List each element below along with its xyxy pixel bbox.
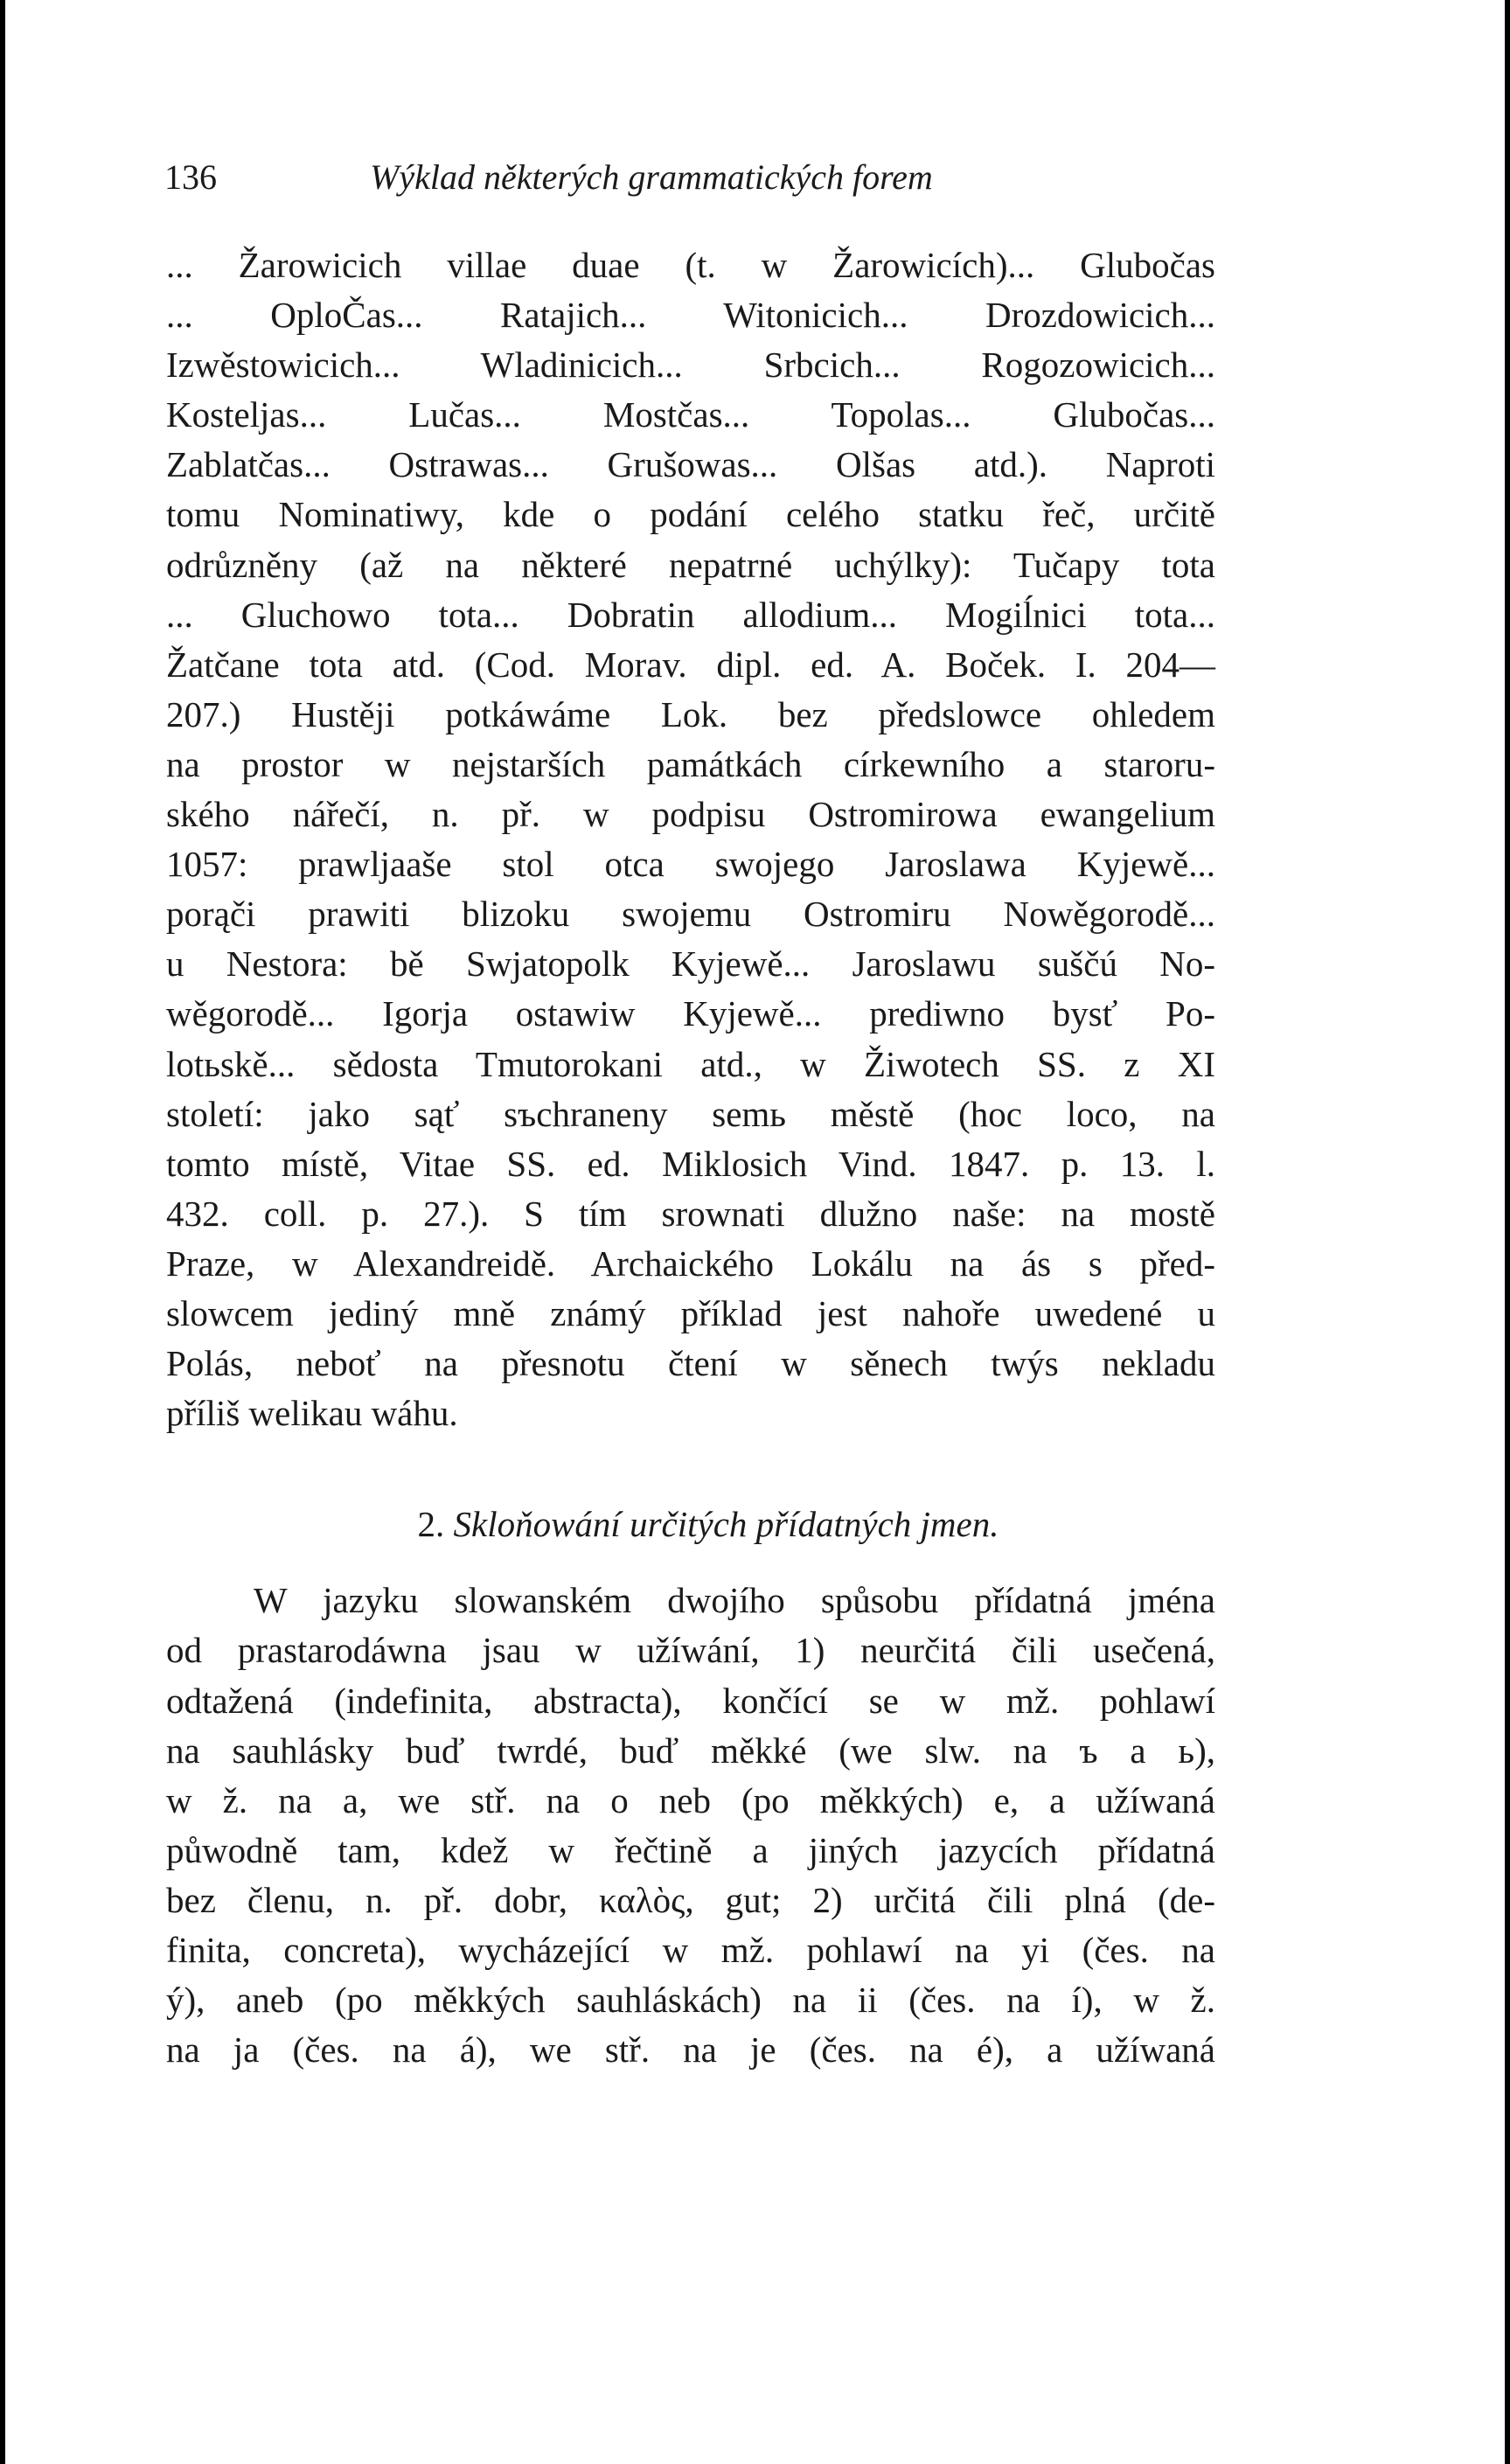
- text-line: Zablatčas... Ostrawas... Grušowas... Olšas atd.). Naproti: [166, 444, 1215, 485]
- text-line: ... OploČas... Ratajich... Witonicich... Drozdowicich...: [166, 295, 1215, 336]
- running-head-title: Wýklad některých grammatických forem: [370, 157, 933, 197]
- text-line: století: jako sąť sъchraneny semь městě (hoc loco, na: [166, 1093, 1215, 1134]
- section-number: 2.: [417, 1504, 445, 1545]
- text-line: W jazyku slowanském dwojího spůsobu přídatná jména: [254, 1580, 1215, 1621]
- text-line: tomu Nominatiwy, kde o podání celého statku řeč, určitě: [166, 494, 1215, 535]
- text-line: ského nářečí, n. př. w podpisu Ostromirowa ewangelium: [166, 794, 1215, 835]
- text-line: odtažená (indefinita, abstracta), končící se w mž. pohlawí: [166, 1680, 1215, 1721]
- text-line: lotьskě... sědosta Tmutorokani atd., w Žiwotech SS. z XI: [166, 1043, 1215, 1084]
- text-line: finita, concreta), wycházející w mž. pohlawí na yi (čes. na: [166, 1930, 1215, 1970]
- text-line: ... Gluchowo tota... Dobratin allodium... Mogiĺnici tota...: [166, 594, 1215, 635]
- text-line: Polás, neboť na přesnotu čtení w sěnech twýs nekladu: [166, 1343, 1215, 1384]
- text-line: Praze, w Alexandreidě. Archaického Lokálu na ás s před-: [166, 1242, 1215, 1284]
- text-line: na prostor w nejstarších památkách církewního a staroru-: [166, 743, 1215, 784]
- section-title: Skloňowání určitých přídatných jmen.: [453, 1504, 999, 1545]
- text-line: 1057: prawljaaše stol otca swojego Jaroslawa Kyjewě...: [166, 844, 1215, 885]
- text-line: 207.) Hustěji potkáwáme Lok. bez předslowce ohledem: [166, 693, 1215, 734]
- text-line: wěgorodě... Igorja ostawiw Kyjewě... prediwno bysť Po-: [166, 993, 1215, 1034]
- text-line: ... Žarowicich villae duae (t. w Žarowicích)... Glubočas: [166, 245, 1215, 285]
- text-line: u Nestora: bě Swjatopolk Kyjewě... Jaroslawu suščú No-: [166, 943, 1215, 985]
- text-line: bez členu, n. př. dobr, καλὸς, gut; 2) určitá čili plná (de-: [166, 1879, 1215, 1920]
- text-line: Izwěstowicich... Wladinicich... Srbcich... Rogozowicich...: [166, 345, 1215, 386]
- scan-border-right: [1505, 0, 1510, 2464]
- text-line: příliš welikau wáhu.: [166, 1393, 458, 1434]
- body-text: [166, 240, 1215, 2075]
- text-line: Kosteljas... Lučas... Mostčas... Topolas... Glubočas...: [166, 394, 1215, 435]
- text-line: na sauhlásky buď twrdé, buď měkké (we slw. na ъ a ь),: [166, 1730, 1215, 1771]
- text-line: půwodně tam, kdež w řečtině a jiných jazycích přídatná: [166, 1829, 1215, 1870]
- text-line: na ja (čes. na á), we stř. na je (čes. na é), a užíwaná: [166, 2029, 1215, 2071]
- text-line: odrůzněny (až na některé nepatrné uchýlky): Tučapy tota: [166, 544, 1215, 585]
- page-number: 136: [164, 157, 217, 197]
- text-line: porąči prawiti blizoku swojemu Ostromiru Nowěgorodě...: [166, 894, 1215, 935]
- text-line: ý), aneb (po měkkých sauhláskách) na ii (čes. na í), w ž.: [166, 1980, 1215, 2021]
- text-line: od prastarodáwna jsau w užíwání, 1) neurčitá čili usečená,: [166, 1630, 1215, 1671]
- section-heading: [166, 1500, 1215, 1549]
- text-line: w ž. na a, we stř. na o neb (po měkkých) e, a užíwaná: [166, 1779, 1215, 1820]
- text-line: 432. coll. p. 27.). S tím srownati dlužno naše: na mostě: [166, 1193, 1215, 1234]
- text-line: tomto místě, Vitae SS. ed. Miklosich Vind. 1847. p. 13. l.: [166, 1143, 1215, 1184]
- scan-border-left: [0, 0, 5, 2464]
- text-line: slowcem jediný mně známý příklad jest nahoře uwedené u: [166, 1292, 1215, 1333]
- text-line: Žatčane tota atd. (Cod. Morav. dipl. ed. A. Boček. I. 204—: [166, 644, 1215, 685]
- running-head: [164, 156, 1214, 199]
